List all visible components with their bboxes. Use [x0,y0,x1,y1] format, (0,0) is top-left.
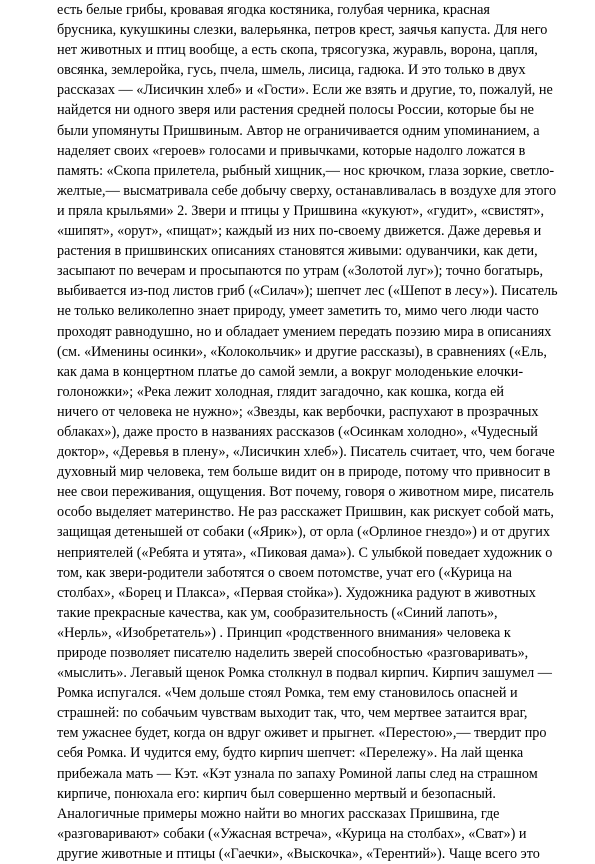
text-line: столбах», «Борец и Плакса», «Первая стойка»). Художника радуют в животных [57,584,536,601]
text-line: как дама в концертном платье до самой земли, а вокруг молоденькие елочки- [57,363,524,380]
text-line: рассказах — «Лисичкин хлеб» и «Гости». Если же взять и другие, то, пожалуй, не [57,82,553,99]
text-line: нет животных и птиц вообще, а есть скопа, трясогузка, журавль, ворона, цапля, [57,42,538,59]
text-line: голоножки»; «Река лежит холодная, глядит загадочно, как кошка, когда ей [57,383,504,400]
text-line: другие животные и птицы («Гаечки», «Выскочка», «Терентий»). Чаще всего это [57,845,540,862]
text-line: выбивается из-под листов гриб («Силач»); шепчет лес («Шепот в лесу»). Писатель [57,283,558,300]
text-line: ничего от человека не нужно»; «Звезды, как вербочки, распухают в прозрачных [57,403,539,420]
text-line: и пряла крыльями» 2. Звери и птицы у Пришвина «кукуют», «гудит», «свистят», [57,202,545,219]
text-line: Аналогичные примеры можно найти во многих рассказах Пришвина, где [57,805,500,822]
text-line: брусника, кукушкины слезки, валерьянка, петров крест, заячья капуста. Для него [57,22,548,39]
text-line: природе позволяет писателю наделить зверей способностью «разговаривать», [57,645,529,661]
text-line: желтые,— высматривала себе добычу сверху, останавливалась в воздухе для этого [57,182,557,199]
text-line: нее свои переживания, ощущения. Вот почему, говоря о животном мире, писатель [57,484,554,501]
text-line: том, как звери-родители заботятся о своем потомстве, учат его («Курица на [57,564,512,581]
text-line: «разговаривают» собаки («Ужасная встреча», «Курица на столбах», «Сват») и [57,825,527,842]
text-line: кирпиче, понюхала его: кирпич был совершенно мертвый и безопасный. [57,785,496,802]
text-line: неприятелей («Ребята и утята», «Пиковая дама»). С улыбкой поведает художник о [57,544,553,561]
text-line: тем ужаснее будет, когда он вдруг оживет и прыгнет. «Перестою»,— твердит про [57,725,547,742]
text-line: наделяет своих «героев» голосами и привычками, которые надолго ложатся в [57,142,526,159]
text-line: духовный мир человека, тем больше видит он в природе, потому что привносит в [57,464,551,481]
text-line: растения в пришвинских описаниях становятся живыми: одуванчики, как дети, [57,243,538,260]
text-line: защищая детенышей от собаки («Ярик»), от орла («Орлиное гнездо») и от других [57,524,550,541]
text-line: найдется ни одного зверя или растения средней полосы России, которые бы не [57,102,534,119]
text-line: овсянка, землеройка, гусь, пчела, шмель, лисица, гадюка. И это только в двух [57,62,526,79]
text-line: были упомянуты Пришвиным. Автор не ограничивается одним упоминанием, а [57,122,540,139]
text-line: (см. «Именины осинки», «Колокольчик» и другие рассказы), в сравнениях («Ель, [57,343,547,360]
text-line: не только великолепно знает природу, умеет заметить то, мимо чего люди часто [57,303,539,320]
text-line: себя Ромка. И чудится ему, будто кирпич шепчет: «Перележу». На лай щенка [57,745,524,762]
text-line: «шипят», «орут», «пищат»; каждый из них по-своему движется. Даже деревья и [57,223,542,240]
body-text [57,0,587,864]
text-line: «Нерль», «Изобретатель») . Принцип «родственного внимания» человека к [57,624,511,641]
text-line: страшней: по собачьим чувствам выходит так, что, чем мертвее затаится враг, [57,705,528,722]
text-line: облаках»), даже просто в названиях рассказов («Осинкам холодно», «Чудесный [57,423,538,440]
text-line: засыпают по вечерам и просыпаются по утрам («Золотой луг»); точно богатырь, [57,263,544,280]
text-line: прибежала мать — Кэт. «Кэт узнала по запаху Роминой лапы след на страшном [57,765,538,782]
text-line: такие прекрасные качества, как ум, сообразительность («Синий лапоть», [57,604,498,621]
text-line: Ромка испугался. «Чем дольше стоял Ромка, тем ему становилось опасней и [57,685,518,702]
text-line: память: «Скопа прилетела, рыбный хищник,— нос крючком, глаза зоркие, светло- [57,162,555,179]
text-line: «мыслить». Легавый щенок Ромка столкнул в подвал кирпич. Кирпич зашумел — [57,665,552,682]
text-line: проходят равнодушно, но и обладает умением передать поэзию мира в описаниях [57,323,552,340]
text-line: особо выделяет материнство. Не раз расскажет Пришвин, как рискует собой мать, [57,504,554,521]
text-line: есть белые грибы, кровавая ягодка костяника, голубая черника, красная [57,2,490,18]
text-line: доктор», «Деревья в плену», «Лисичкин хлеб»). Писатель считает, что, чем богаче [57,444,555,461]
